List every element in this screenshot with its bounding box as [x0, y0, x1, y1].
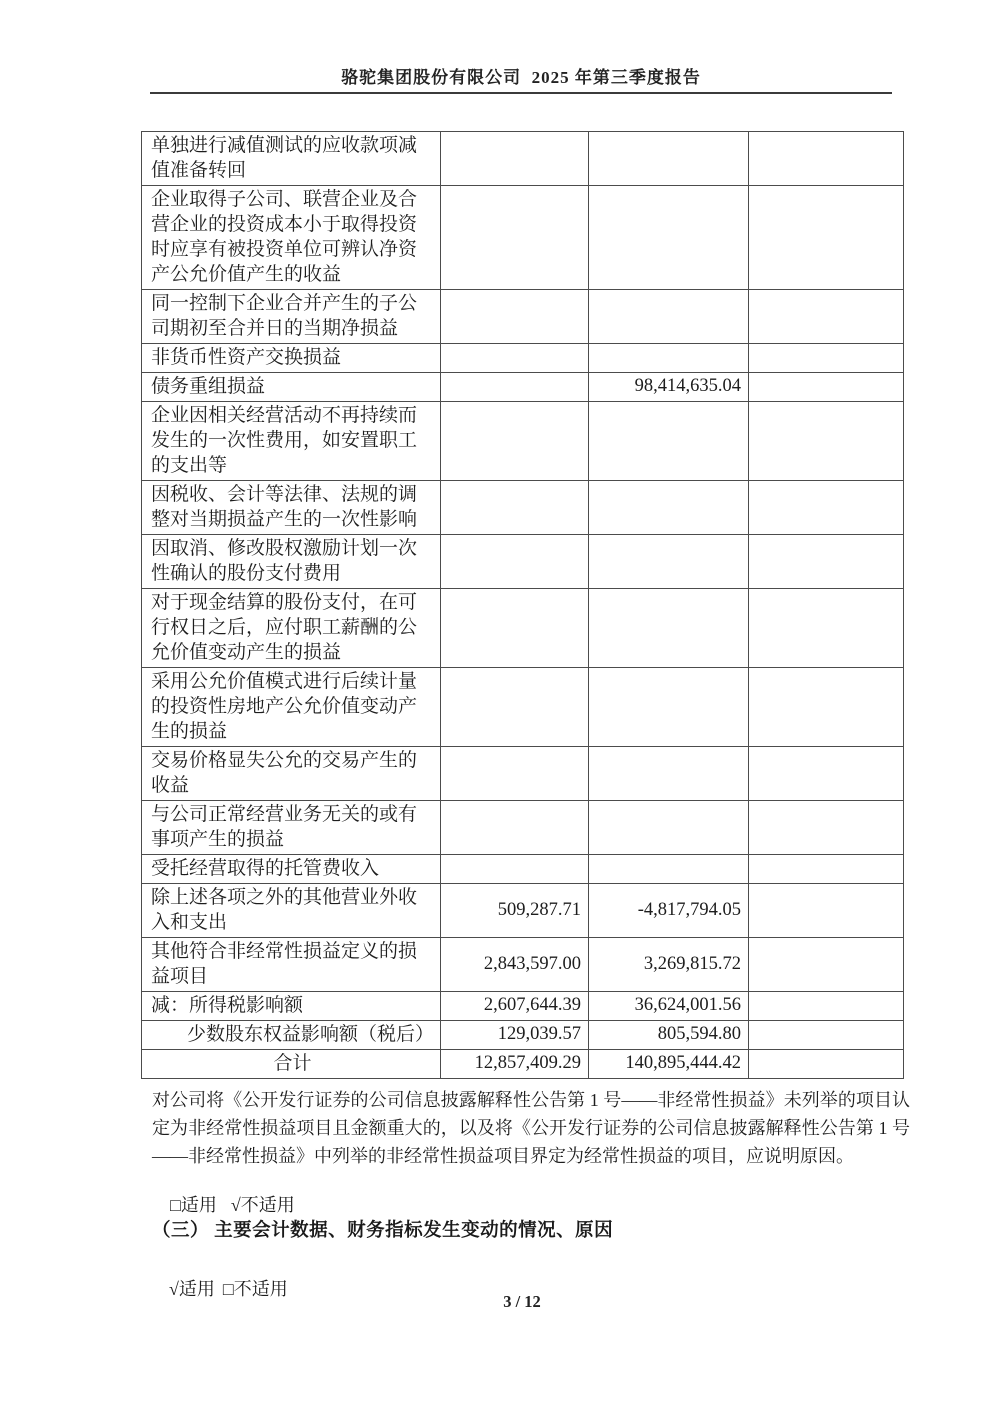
- cell-amount1: 2,607,644.39: [441, 992, 589, 1021]
- table-row: [142, 992, 904, 1021]
- non-recurring-definition-paragraph: 对公司将《公开发行证券的公司信息披露解释性公告第 1 号——非经常性损益》未列举的项目认定为非经常性损益项目且金额重大的，以及将《公开发行证券的公司信息披露解释性公告第 1 号——非经常性损益》中列举的非经常性损益项目界定为经常性损益的项目，应说明原因。: [152, 1090, 910, 1166]
- cell-note: [749, 1050, 904, 1079]
- section-heading-changes: （三） 主要会计数据、财务指标发生变动的情况、原因: [152, 1221, 614, 1241]
- cell-amount1: [441, 535, 589, 589]
- cell-note: [749, 801, 904, 855]
- cell-amount1: 12,857,409.29: [441, 1050, 589, 1079]
- cell-label: 合计: [142, 1050, 441, 1079]
- cell-amount1: [441, 481, 589, 535]
- table-row: [142, 884, 904, 938]
- cell-note: [749, 186, 904, 290]
- cell-amount2: 805,594.80: [589, 1021, 749, 1050]
- cell-note: [749, 938, 904, 992]
- cell-amount2: [589, 747, 749, 801]
- cell-amount2: 36,624,001.56: [589, 992, 749, 1021]
- cell-amount1: [441, 747, 589, 801]
- cell-amount2: [589, 535, 749, 589]
- cell-label: 采用公允价值模式进行后续计量的投资性房地产公允价值变动产生的损益: [142, 668, 441, 747]
- not-applicable-option-checked: √不适用: [230, 1195, 295, 1215]
- cell-note: [749, 373, 904, 402]
- cell-amount1: 129,039.57: [441, 1021, 589, 1050]
- cell-amount2: -4,817,794.05: [589, 884, 749, 938]
- items-table-body: [142, 132, 904, 1079]
- cell-label: 与公司正常经营业务无关的或有事项产生的损益: [142, 801, 441, 855]
- cell-label: 企业因相关经营活动不再持续而发生的一次性费用，如安置职工的支出等: [142, 402, 441, 481]
- applicable-option-unchecked: □适用: [170, 1195, 217, 1215]
- cell-note: [749, 1021, 904, 1050]
- cell-amount1: [441, 589, 589, 668]
- cell-label: 单独进行减值测试的应收款项减值准备转回: [142, 132, 441, 186]
- cell-note: [749, 589, 904, 668]
- cell-amount1: 509,287.71: [441, 884, 589, 938]
- cell-note: [749, 481, 904, 535]
- cell-label: 除上述各项之外的其他营业外收入和支出: [142, 884, 441, 938]
- cell-amount2: [589, 290, 749, 344]
- cell-note: [749, 535, 904, 589]
- cell-note: [749, 992, 904, 1021]
- table-row: [142, 1050, 904, 1079]
- cell-label: 因取消、修改股权激励计划一次性确认的股份支付费用: [142, 535, 441, 589]
- cell-amount1: [441, 668, 589, 747]
- cell-label: 同一控制下企业合并产生的子公司期初至合并日的当期净损益: [142, 290, 441, 344]
- table-row: [142, 535, 904, 589]
- report-header-title: 骆驼集团股份有限公司 2025 年第三季度报告: [341, 68, 701, 87]
- page-number: 3 / 12: [503, 1292, 541, 1311]
- cell-amount2: [589, 186, 749, 290]
- cell-label: 非货币性资产交换损益: [142, 344, 441, 373]
- cell-amount1: [441, 344, 589, 373]
- applicable-option-checked: √适用: [169, 1279, 215, 1299]
- cell-note: [749, 747, 904, 801]
- table-row: [142, 855, 904, 884]
- cell-amount1: [441, 373, 589, 402]
- table-row: [142, 589, 904, 668]
- table-row: [142, 290, 904, 344]
- cell-note: [749, 132, 904, 186]
- cell-amount2: [589, 801, 749, 855]
- table-row: [142, 481, 904, 535]
- cell-amount2: [589, 132, 749, 186]
- cell-note: [749, 855, 904, 884]
- cell-amount1: [441, 402, 589, 481]
- cell-amount2: [589, 668, 749, 747]
- cell-amount2: [589, 402, 749, 481]
- table-row: [142, 402, 904, 481]
- table-row: [142, 373, 904, 402]
- cell-amount1: [441, 186, 589, 290]
- cell-label: 因税收、会计等法律、法规的调整对当期损益产生的一次性影响: [142, 481, 441, 535]
- cell-note: [749, 402, 904, 481]
- cell-amount2: [589, 344, 749, 373]
- table-row: [142, 1021, 904, 1050]
- table-row: [142, 747, 904, 801]
- cell-note: [749, 290, 904, 344]
- cell-amount1: 2,843,597.00: [441, 938, 589, 992]
- cell-amount2: [589, 589, 749, 668]
- cell-note: [749, 884, 904, 938]
- cell-label: 其他符合非经常性损益定义的损益项目: [142, 938, 441, 992]
- header-divider: [150, 92, 892, 94]
- non-recurring-items-table: [141, 131, 904, 1079]
- table-row: [142, 132, 904, 186]
- cell-amount2: 140,895,444.42: [589, 1050, 749, 1079]
- cell-label: 对于现金结算的股份支付，在可行权日之后，应付职工薪酬的公允价值变动产生的损益: [142, 589, 441, 668]
- table-row: [142, 344, 904, 373]
- cell-label: 减：所得税影响额: [142, 992, 441, 1021]
- cell-amount1: [441, 290, 589, 344]
- cell-amount2: [589, 855, 749, 884]
- cell-amount2: 3,269,815.72: [589, 938, 749, 992]
- cell-amount2: [589, 481, 749, 535]
- cell-label: 少数股东权益影响额（税后）: [142, 1021, 441, 1050]
- cell-label: 企业取得子公司、联营企业及合营企业的投资成本小于取得投资时应享有被投资单位可辨认净资产公允价值产生的收益: [142, 186, 441, 290]
- table-row: [142, 668, 904, 747]
- cell-amount1: [441, 132, 589, 186]
- table-row: [142, 801, 904, 855]
- cell-label: 受托经营取得的托管费收入: [142, 855, 441, 884]
- table-row: [142, 938, 904, 992]
- cell-amount2: 98,414,635.04: [589, 373, 749, 402]
- cell-note: [749, 344, 904, 373]
- not-applicable-option-unchecked: □不适用: [222, 1279, 288, 1299]
- cell-label: 债务重组损益: [142, 373, 441, 402]
- cell-label: 交易价格显失公允的交易产生的收益: [142, 747, 441, 801]
- cell-amount1: [441, 855, 589, 884]
- table-row: [142, 186, 904, 290]
- cell-note: [749, 668, 904, 747]
- cell-amount1: [441, 801, 589, 855]
